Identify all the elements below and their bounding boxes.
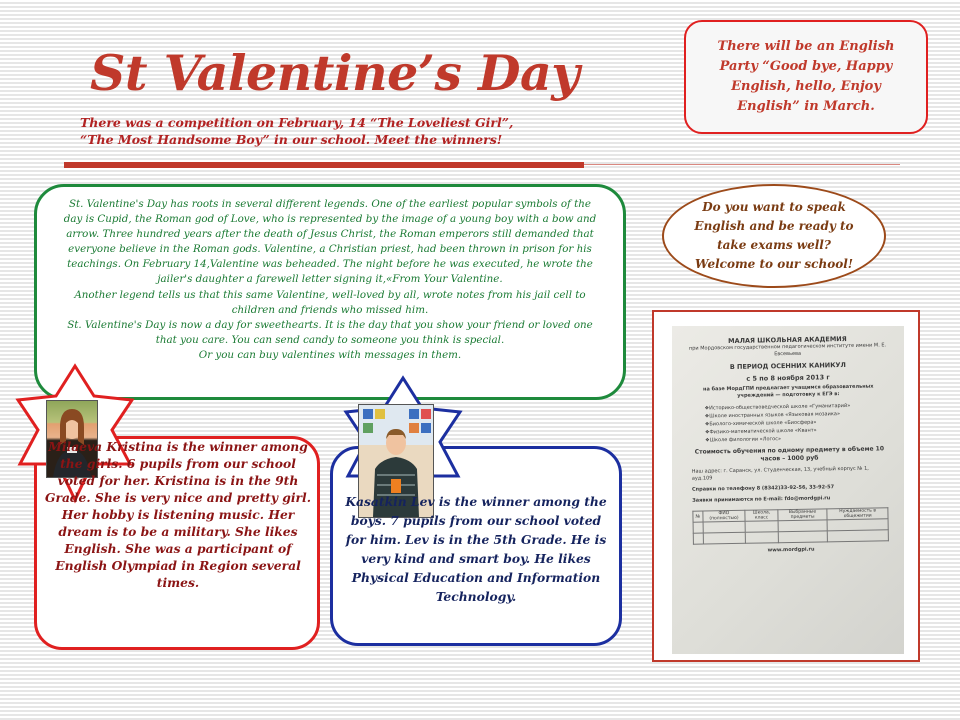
flyer-subheading: при Мордовском государственном педагогическом институте имени М. Е. Евсевьева (688, 342, 887, 358)
girl-winner-text: Milaeva Kristina is the winner among the girls. 6 pupils from our school voted for her. Kristina is in the 9th Grade. She is very nice and pretty girl. Her hobby is listening music. Her dream is to be a military. She likes English. She was a participant of English Olympiad in Region several times. (45, 439, 311, 590)
flyer-site: www.mordgpi.ru (767, 546, 815, 554)
story-paragraph: St. Valentine's Day has roots in several different legends. One of the earliest popular symbols of the day is Cupid, the Roman god of Love, who is represented by the image of a young boy with a bow and arrow. Three hundred years after the death of Jesus Christ, the Roman emperors still demanded that everyone believe in the Roman gods. Valentine, a Christian priest, had been thrown in prison for his teachings. On February 14,Valentine was beheaded. The night before he was executed, he wrote the jailer's daughter a farewell letter signing it,«From Your Valentine. (63, 198, 597, 286)
flyer-photo (672, 326, 904, 654)
flyer-address: Наш адрес: г. Саранск, ул. Студенческая, 13, учебный корпус № 1, ауд.109 (691, 465, 869, 482)
flyer-school-item: ❖ Физико-математической школе «Квант» (705, 425, 893, 436)
flyer-document (683, 332, 896, 646)
title-rule-thin (584, 164, 900, 165)
story-paragraph: Or you can buy valentines with messages in them. (198, 348, 462, 361)
welcome-oval (662, 184, 886, 288)
flyer-period: В ПЕРИОД ОСЕННИХ КАНИКУЛ (729, 361, 846, 372)
flyer-table-header: Выбранные предметы (778, 509, 828, 521)
title-rule-thick (64, 162, 584, 168)
welcome-text: Do you want to speak English and be ready to take exams well? Welcome to our school! (694, 200, 854, 271)
flyer-offer: на базе МордГПИ предлагает учащимся образовательных учреждений — подготовку к ЕГЭ в: (702, 383, 874, 399)
flyer-form-table (692, 507, 889, 544)
flyer-table-header: Школа, класс (745, 510, 778, 522)
story-paragraph: Another legend tells us that this same Valentine, well-loved by all, wrote notes from his jail cell to children and friends who missed him. (74, 288, 586, 316)
flyer-phone: Справки по телефону 8 (8342)33-92-56, 33-92-57 (691, 484, 835, 493)
english-party-box (684, 20, 928, 134)
page-subtitle: There was a competition on February, 14 “The Loveliest Girl”, “The Most Handsome Boy” in our school. Meet the winners! (80, 115, 514, 147)
flyer-table-header: Нуждаемость в общежитии (827, 508, 888, 520)
flyer-school-item: ❖ Биолого-химической школе «Биосфера» (705, 417, 893, 428)
flyer-school-item: ❖ Школе филологии «Логос» (705, 433, 893, 444)
flyer-dates: с 5 по 8 ноября 2013 г (746, 373, 830, 383)
flyer-table-header: ФИО (полностью) (703, 510, 746, 522)
flyer-cost: Стоимость обучения по одному предмету в объеме 10 часов – 1000 руб (694, 445, 885, 463)
flyer-school-list (705, 401, 894, 444)
flyer-school-item: ❖ Школе иностранных языков «Языковая мозаика» (705, 409, 893, 420)
flyer-heading: МАЛАЯ ШКОЛЬНАЯ АКАДЕМИЯ (727, 334, 847, 346)
page-title: St Valentine’s Day (90, 44, 580, 102)
flyer-school-item: ❖ Историко-обществоведческой школе «Гуманитарий» (705, 401, 893, 412)
flyer-email: Заявки принимаются по E-mail: fdo@mordgpi.ru (692, 495, 831, 504)
story-paragraph: St. Valentine's Day is now a day for sweethearts. It is the day that you show your friend or loved one that you care. You can send candy to someone you think is special. (67, 318, 593, 346)
english-party-text: There will be an English Party “Good bye, Happy English, hello, Enjoy English” in March. (717, 39, 895, 114)
flyer-photo-frame (652, 310, 920, 662)
flyer-table-header: № (693, 511, 703, 522)
boy-winner-text: Kasatkin Lev is the winner among the boys. 7 pupils from our school voted for him. Lev is in the 5th Grade. He is very kind and smart boy. He likes Physical Education and Information Technology. (345, 494, 607, 604)
